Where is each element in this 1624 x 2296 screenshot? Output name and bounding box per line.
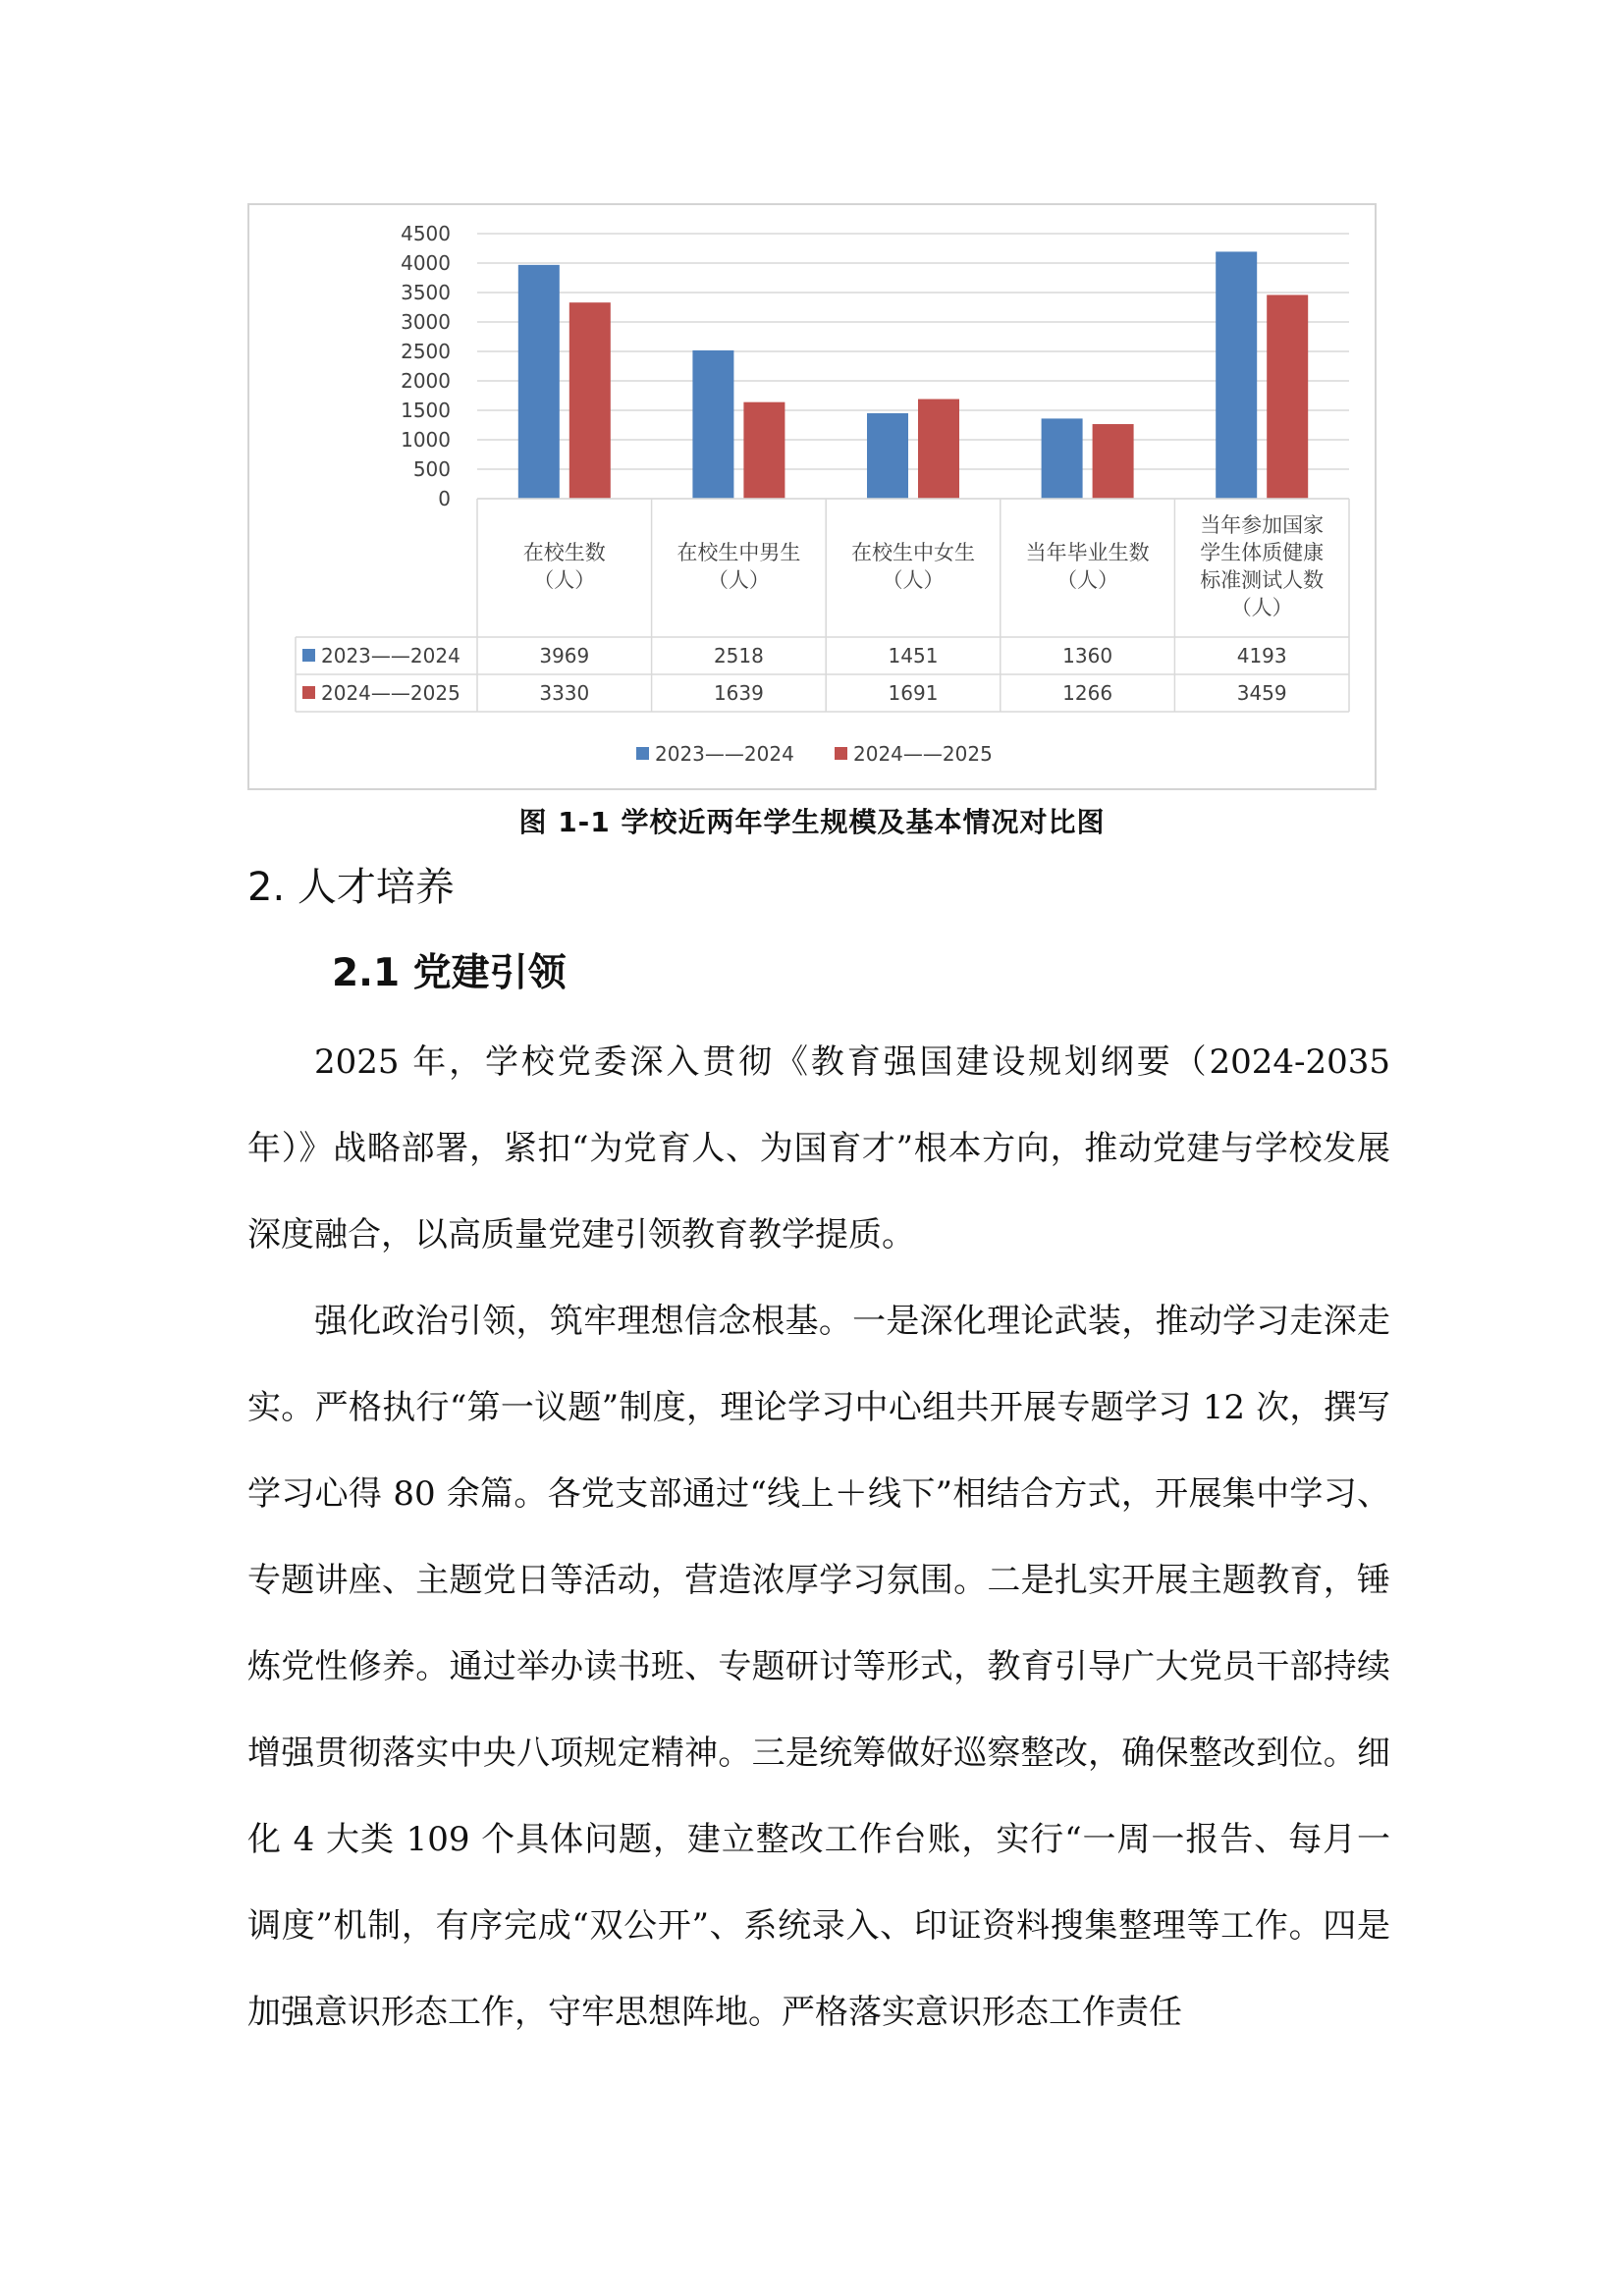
bar: [1267, 294, 1308, 499]
category-label: 学生体质健康: [1200, 541, 1325, 564]
y-tick-label: 3000: [401, 310, 451, 334]
legend-label: 2024——2025: [853, 742, 993, 766]
data-value: 3330: [539, 681, 590, 705]
y-tick-label: 1000: [401, 428, 451, 452]
legend-key: [302, 686, 315, 699]
y-tick-label: 1500: [401, 399, 451, 422]
section-heading: 2. 人才培养: [247, 865, 455, 910]
bar: [918, 400, 959, 499]
y-tick-label: 4500: [401, 222, 451, 245]
body-text: [247, 1019, 1390, 2056]
y-tick-label: 2500: [401, 340, 451, 363]
y-tick-label: 2000: [401, 369, 451, 393]
data-value: 1266: [1062, 681, 1113, 705]
series-name: 2023——2024: [321, 644, 460, 667]
data-value: 1639: [713, 681, 764, 705]
paragraph: 强化政治引领，筑牢理想信念根基。一是深化理论武装，推动学习走深走实。严格执行“第一议题”制度，理论学习中心组共开展专题学习 12 次，撰写学习心得 80 余篇。各党支部通过“线上＋线下”相结合方式，开展集中学习、专题讲座、主题党日等活动，营造浓厚学习氛围。二是扎实开展主题教育，锤炼党性修养。通过举办读书班、专题研讨等形式，教育引导广大党员干部持续增强贯彻落实中央八项规定精神。三是统筹做好巡察整改，确保整改到位。细化 4 大类 109 个具体问题，建立整改工作台账，实行“一周一报告、每月一调度”机制，有序完成“双公开”、系统录入、印证资料搜集整理等工作。四是加强意识形态工作，守牢思想阵地。严格落实意识形态工作责任: [247, 1302, 1390, 2032]
category-label: （人）: [882, 568, 945, 592]
category-label: （人）: [533, 568, 596, 592]
category-label: 当年参加国家: [1200, 513, 1325, 537]
category-label: 当年毕业生数: [1025, 541, 1150, 564]
data-value: 3459: [1236, 681, 1287, 705]
bar: [569, 302, 611, 499]
bar: [1216, 251, 1257, 499]
y-tick-label: 0: [438, 487, 451, 510]
y-tick-label: 500: [412, 457, 451, 481]
chart-container: [247, 203, 1377, 790]
series-name: 2024——2025: [321, 681, 460, 705]
category-label: 标准测试人数: [1200, 568, 1325, 592]
bar: [1042, 418, 1083, 499]
paragraph: 2025 年，学校党委深入贯彻《教育强国建设规划纲要（2024-2035 年）》战略部署，紧扣“为党育人、为国育才”根本方向，推动党建与学校发展深度融合，以高质量党建引领教育教学提质。: [247, 1042, 1390, 1255]
legend-swatch: [636, 747, 649, 760]
data-value: 3969: [539, 644, 590, 667]
bar: [692, 350, 733, 499]
bar-chart: [249, 205, 1375, 788]
category-label: 在校生中女生: [851, 541, 975, 564]
subsection-heading: 2.1 党建引领: [332, 951, 567, 995]
data-value: 2518: [713, 644, 764, 667]
category-label: 在校生中男生: [677, 541, 801, 564]
category-label: （人）: [1230, 596, 1293, 619]
category-label: （人）: [707, 568, 770, 592]
legend-key: [302, 649, 315, 662]
bar: [518, 265, 560, 499]
category-label: 在校生数: [522, 541, 606, 564]
category-label: （人）: [1056, 568, 1119, 592]
figure-caption: 图 1-1 学校近两年学生规模及基本情况对比图: [518, 806, 1106, 838]
data-value: 1691: [888, 681, 939, 705]
legend-swatch: [835, 747, 847, 760]
data-value: 1451: [888, 644, 939, 667]
data-value: 1360: [1062, 644, 1113, 667]
legend-label: 2023——2024: [655, 742, 794, 766]
bar: [743, 402, 785, 499]
y-tick-label: 3500: [401, 281, 451, 304]
y-tick-label: 4000: [401, 251, 451, 275]
data-value: 4193: [1236, 644, 1287, 667]
bar: [867, 413, 908, 499]
bar: [1093, 424, 1134, 499]
